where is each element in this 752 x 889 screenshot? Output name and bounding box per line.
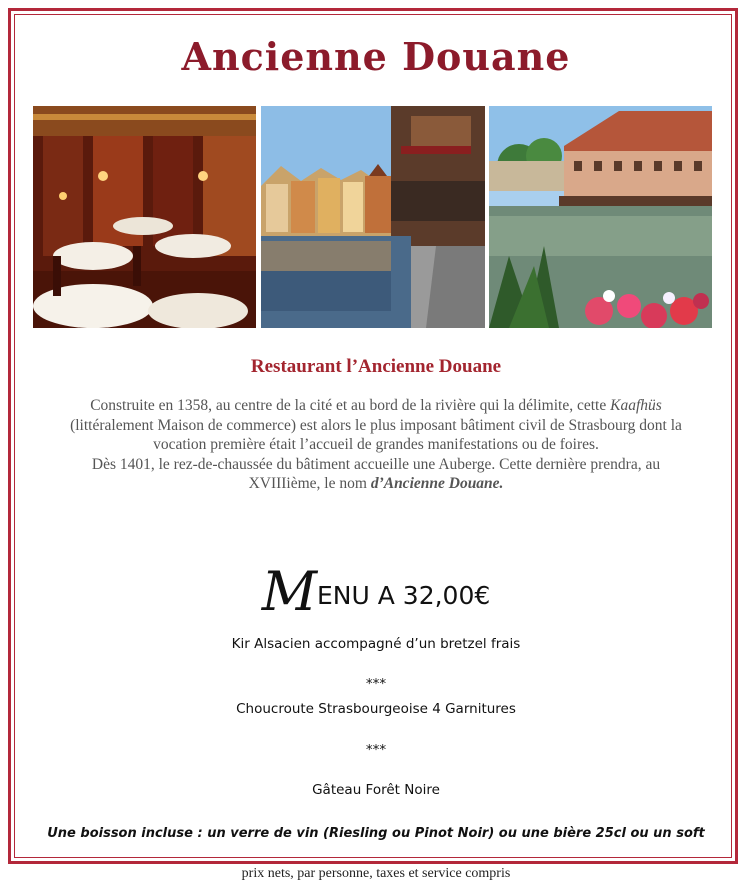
menu-title-rest: ENU A 32,00€ (317, 581, 491, 610)
customs-house-photo (489, 106, 712, 328)
canal-houses-photo (261, 106, 485, 328)
restaurant-title: Restaurant l’Ancienne Douane (250, 356, 502, 377)
menu-separator: *** (365, 676, 387, 692)
intro-p1-start: Construite en 1358, au centre de la cité et au bord de la rivière qui la délimite, cette (90, 397, 611, 414)
menu-dessert: Gâteau Forêt Noire (312, 782, 440, 798)
intro-p2-emphasis: d’Ancienne Douane. (370, 475, 504, 492)
brand-title: Ancienne Douane (181, 34, 571, 79)
dining-room-photo (33, 106, 256, 328)
intro-paragraph (70, 396, 682, 494)
menu-main: Choucroute Strasbourgeoise 4 Garnitures (236, 701, 516, 717)
price-note: prix nets, par personne, taxes et service compris (241, 866, 511, 881)
intro-p2-start: Dès 1401, le rez-de-chaussée du bâtiment accueille une Auberge. Cette dernière prendra, au XVIIIième, le nom (91, 455, 661, 492)
menu-title-initial: M (261, 560, 317, 623)
menu-title (0, 560, 752, 623)
intro-p1-end: (littéralement Maison de commerce) est alors le plus imposant bâtiment civil de Strasbourg dont la vocation première était l’accueil de grandes manifestations ou de foires. (70, 416, 682, 453)
drink-note: Une boisson incluse : un verre de vin (Riesling ou Pinot Noir) ou une bière 25cl ou un soft (47, 826, 705, 841)
menu-separator: *** (365, 742, 387, 758)
intro-p1-term: Kaafhüs (610, 397, 662, 414)
menu-starter: Kir Alsacien accompagné d’un bretzel frais (231, 636, 521, 652)
